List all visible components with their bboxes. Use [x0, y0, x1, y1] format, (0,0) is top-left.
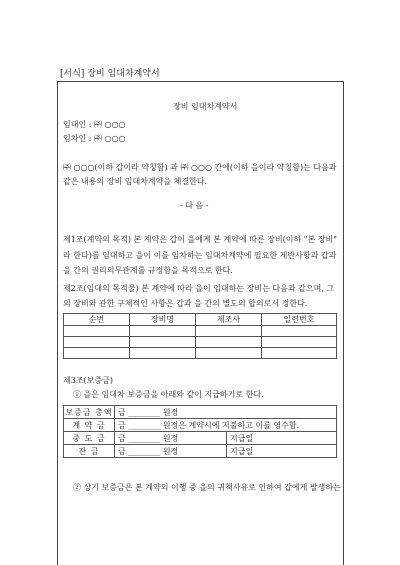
table-cell: [64, 337, 130, 348]
lessee-line: 임차인 : ㈜ ○○○: [63, 134, 126, 143]
article3-heading: 제3조(보증금): [63, 376, 113, 385]
payment-date-label: 지급일: [227, 445, 337, 458]
document-label: [서식] 장비 임대차계약서: [60, 69, 160, 79]
table-cell: [64, 326, 130, 337]
table-row: [64, 337, 337, 348]
table-row: [64, 348, 337, 359]
table-header-row: [64, 314, 337, 326]
row-label: 중 도 금: [64, 432, 115, 445]
table-cell: [64, 348, 130, 359]
table-row: [64, 406, 337, 419]
article2-line: 외 장비와 관한 구체적인 사항은 갑과 을 간의 별도의 합의로서 정한다.: [63, 299, 308, 308]
article3-item1: ① 을은 임대차 보증금을 아래와 같이 지급하기로 한다.: [73, 390, 264, 399]
table-cell: [130, 348, 196, 359]
equipment-table: [63, 313, 337, 359]
table-cell: [196, 337, 262, 348]
header-cell: 일련번호: [262, 314, 337, 326]
contract-title: 장비 임대차계약서: [173, 102, 238, 111]
article2-line: 제2조(임대의 목적물) 본 계약에 따라 을이 임대하는 장비는 다음과 같으며, 그: [63, 284, 335, 293]
table-cell: [130, 337, 196, 348]
table-row: [64, 432, 337, 445]
table-cell: [262, 337, 337, 348]
article3-item2: ② 상기 보증금은 본 계약의 이행 중 을의 귀책사유로 인하여 갑에게 발생하는: [73, 483, 341, 492]
table-row: [64, 445, 337, 458]
table-cell: [196, 348, 262, 359]
article1-line: 을 간의 권리의무관계를 규정함을 목적으로 한다.: [63, 266, 233, 275]
row-label: 보증금 총액: [65, 407, 113, 417]
divider-text: - 다 음 -: [180, 201, 209, 210]
lessor-line: 임대인 : ㈜ ○○○: [63, 120, 126, 129]
intro-line: 같은 내용의 장비 임대차계약을 체결한다.: [63, 177, 208, 186]
article1-line: 제1조(계약의 목적) 본 계약은 갑이 을에게 본 계약에 따른 장비(이하 "본 장비": [63, 235, 337, 244]
table-cell: [262, 326, 337, 337]
table-row: [64, 326, 337, 337]
row-label: 계 약 금: [64, 419, 115, 432]
amount-cell: 금 ________ 원정: [115, 445, 227, 458]
row-label: 잔 금: [64, 445, 115, 458]
payment-date-label: 지급일: [227, 432, 337, 445]
amount-cell: 금 ________ 원정은 계약시에 지불하고 이를 영수함.: [115, 419, 337, 432]
table-cell: [130, 326, 196, 337]
deposit-table: [63, 405, 337, 458]
intro-line: ㈜ ○○○(이하 갑이라 약칭함) 과 ㈜ ○○○ 간에(이하 을이라 약칭함)는 다음과: [63, 163, 337, 172]
header-cell: 장비명: [130, 314, 196, 326]
table-cell: [262, 348, 337, 359]
table-row: [64, 419, 337, 432]
amount-cell: 금 ________ 원정: [115, 432, 227, 445]
header-cell: 제조사: [196, 314, 262, 326]
amount-cell: 금 ________ 원정: [115, 406, 337, 419]
article1-line: 라 한다)를 임대하고 을이 이를 임차하는 임대차계약에 필요한 제반사항과 갑과: [63, 251, 337, 260]
header-cell: 순번: [64, 314, 130, 326]
table-cell: [196, 326, 262, 337]
